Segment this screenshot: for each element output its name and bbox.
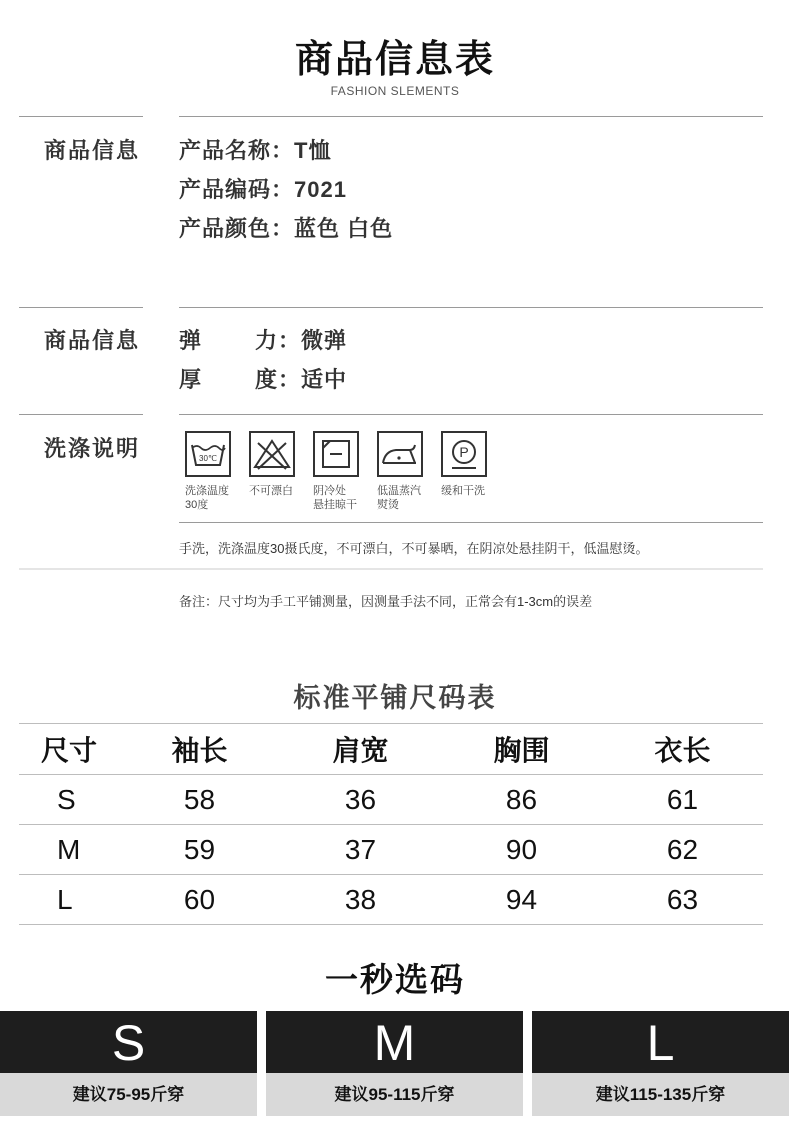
size-card-letter: L [532,1011,789,1073]
table-cell: 86 [441,775,602,825]
product-code: 产品编码：7021 [179,177,347,202]
dry-clean-p-icon [441,431,487,477]
table-cell: 38 [280,875,441,925]
section-label-product: 商品信息 [44,138,141,163]
table-cell: 62 [602,825,763,875]
table-cell: M [19,825,119,875]
care-caption: 洗涤温度 30度 [185,485,229,511]
iron-low-icon [377,431,423,477]
elasticity [179,324,347,355]
section-label-care: 洗涤说明 [44,436,141,461]
thickness-key: 厚 [179,367,203,392]
care-caption: 阴冷处 悬挂晾干 [313,485,357,511]
size-card-m [266,1011,523,1116]
divider [179,522,763,523]
quick-pick-title: 一秒选码 [325,961,465,998]
thickness [179,363,347,394]
wash-30-icon [185,431,231,477]
table-row [19,775,763,825]
column-header: 衣长 [602,724,763,775]
size-card-hint: 建议75-95斤穿 [0,1073,257,1116]
size-card-s [0,1011,257,1116]
size-card-hint: 建议95-115斤穿 [266,1073,523,1116]
column-header: 肩宽 [280,724,441,775]
table-cell: S [19,775,119,825]
size-table-title: 标准平铺尺码表 [293,683,497,713]
elasticity-value: 力：微弹 [255,328,348,353]
table-row [19,875,763,925]
measurement-remark: 备注：尺寸均为手工平铺测量，因测量手法不同，正常会有1-3cm的误差 [179,594,593,609]
divider [19,116,143,117]
no-bleach-icon [249,431,295,477]
section-label-fabric: 商品信息 [44,328,141,353]
table-cell: L [19,875,119,925]
line-dry-shade-icon [313,431,359,477]
table-cell: 36 [280,775,441,825]
divider [19,568,763,570]
table-cell: 94 [441,875,602,925]
product-name: 产品名称：T恤 [179,138,332,163]
table-cell: 59 [119,825,280,875]
size-card-l [532,1011,789,1116]
table-cell: 37 [280,825,441,875]
thickness-value: 度：适中 [255,367,348,392]
table-cell: 60 [119,875,280,925]
column-header: 袖长 [119,724,280,775]
page-title: 商品信息表 [294,39,495,81]
table-row [19,825,763,875]
elasticity-key: 弹 [179,328,203,353]
divider [19,307,143,308]
size-card-letter: S [0,1011,257,1073]
page-subtitle: FASHION SLEMENTS [330,84,460,98]
table-header-row [19,724,763,775]
care-caption: 缓和干洗 [441,485,485,497]
divider [19,414,143,415]
column-header: 胸围 [441,724,602,775]
product-colors: 产品颜色：蓝色 白色 [179,216,394,241]
dry-clean-badge: P [459,444,469,460]
table-cell: 90 [441,825,602,875]
care-caption: 不可漂白 [249,485,293,497]
size-table [19,723,763,925]
divider [179,307,763,308]
divider [179,116,763,117]
table-cell: 63 [602,875,763,925]
wash-temp-badge: 30℃ [199,454,217,463]
table-cell: 58 [119,775,280,825]
size-card-hint: 建议115-135斤穿 [532,1073,789,1116]
size-card-letter: M [266,1011,523,1073]
table-cell: 61 [602,775,763,825]
care-caption: 低温蒸汽 熨烫 [377,485,421,511]
divider [179,414,763,415]
care-note: 手洗，洗涤温度30摄氏度，不可漂白，不可暴晒，在阴凉处悬挂阴干，低温慰烫。 [179,541,649,556]
column-header: 尺寸 [19,724,119,775]
